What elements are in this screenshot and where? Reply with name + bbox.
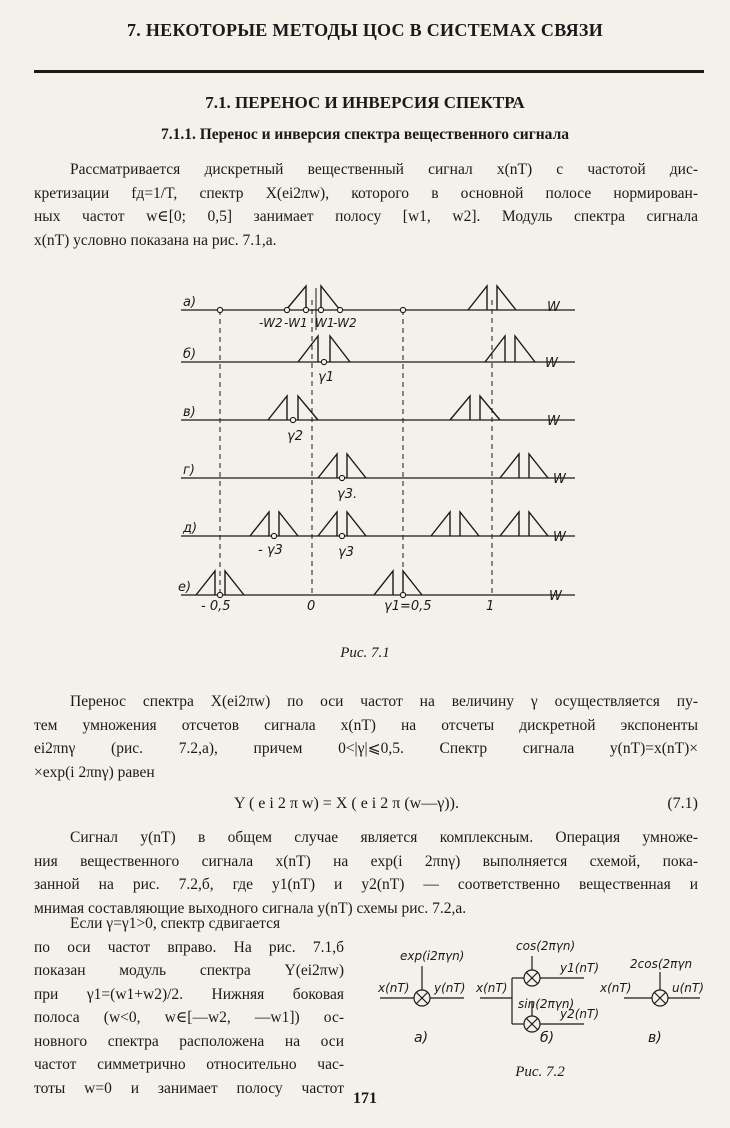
figure-7-2 (360, 930, 730, 1055)
figure-7-2-caption: Рис. 7.2 (515, 1064, 565, 1080)
tick-label: -W2 (333, 316, 357, 330)
row-label: е) (178, 580, 192, 595)
text-line: тем умножения отсчетов сигнала x(nT) на отсчеты дискретной экспоненты (34, 716, 698, 734)
spectrum-mark (468, 286, 487, 310)
spectrum-mark (347, 454, 366, 478)
spectrum-mark (268, 396, 287, 420)
spectrum-mark (374, 571, 393, 595)
spectrum-mark (403, 571, 422, 595)
tick-point (217, 307, 222, 312)
tick-point (217, 592, 222, 597)
text-line: по оси частот вправо. На рис. 7.1,б (34, 938, 344, 956)
text-line: Рассматривается дискретный вещественный сигнал x(nT) с частотой дис- (70, 161, 698, 178)
tick-label: - 0,5 (201, 599, 231, 614)
spectrum-mark (497, 286, 516, 310)
text-line: частот симметрично относительно час- (34, 1056, 344, 1073)
paragraph-3 (34, 826, 698, 920)
text-line: ния вещественного сигнала x(nT) на exp(i 2πnγ) выполняется схемой, пока- (34, 852, 698, 870)
tick-point (318, 307, 323, 312)
spectrum-mark (250, 512, 269, 536)
spectrum-mark (450, 396, 470, 420)
subsection-title: 7.1.1. Перенос и инверсия спектра вещественного сигнала (160, 126, 570, 143)
page-number: 171 (353, 1090, 377, 1107)
figure-7-1 (0, 270, 730, 630)
spectrum-mark (515, 336, 535, 362)
tick-label: γ3. (337, 487, 358, 502)
spectrum-mark (279, 512, 298, 536)
diagram-label: cos(2πγn) (516, 939, 576, 953)
tick-point (271, 533, 276, 538)
spectrum-mark (286, 286, 306, 310)
tick-label: W1 (315, 316, 335, 330)
spectrum-mark (431, 512, 450, 536)
diagram-label: x(nT) (476, 981, 508, 995)
axis-label: W (547, 414, 560, 429)
diagram-label: x(nT) (600, 981, 632, 995)
row-label: д) (183, 521, 198, 536)
spectrum-mark (298, 396, 318, 420)
tick-point (337, 307, 342, 312)
spectrum-mark (529, 512, 548, 536)
text-line: мнимая составляющие выходного сигнала y(nT) схемы рис. 7.2,а. (34, 899, 467, 917)
tick-point (290, 417, 295, 422)
axis-label: W (545, 356, 558, 371)
diagram-label: y2(nT) (560, 1007, 600, 1021)
axis-label: W (547, 300, 560, 315)
tick-label: 0 (307, 599, 316, 614)
diagram-label: x(nT) (378, 981, 410, 995)
header-rule (34, 70, 704, 73)
figure-7-1-caption: Рис. 7.1 (340, 645, 390, 661)
tick-label: γ1=0,5 (384, 599, 432, 614)
axis-label: W (549, 589, 562, 604)
tick-point (400, 592, 405, 597)
row-label: в) (183, 405, 196, 420)
diagram-label: а) (414, 1030, 429, 1046)
spectrum-mark (485, 336, 505, 362)
row-label: а) (183, 295, 197, 310)
tick-point (339, 475, 344, 480)
text-line: при γ1=(w1+w2)/2. Нижняя боковая (34, 985, 344, 1003)
text-line: полоса (w<0, w∈[—w2, —w1]) ос- (34, 1009, 344, 1026)
diagram-label: б) (540, 1030, 555, 1046)
diagram-label: u(nT) (672, 981, 704, 995)
spectrum-mark (529, 454, 548, 478)
text-line: Сигнал y(nT) в общем случае является комплексным. Операция умноже- (70, 829, 698, 846)
spectrum-mark (196, 571, 215, 595)
spectrum-mark (500, 454, 519, 478)
axis-label: W (553, 530, 566, 545)
axis-label: W (553, 472, 566, 487)
tick-label: 1 (486, 599, 495, 614)
text-line: тоты w=0 и занимает полосу частот (34, 1079, 344, 1097)
tick-point (321, 359, 326, 364)
tick-point (400, 307, 405, 312)
chapter-title: 7. НЕКОТОРЫЕ МЕТОДЫ ЦОС В СИСТЕМАХ СВЯЗИ (126, 20, 604, 40)
text-line: кретизации fд=1/T, спектр X(ei2πw), которого в основной полосе нормирован- (34, 184, 698, 202)
diagram-label: y1(nT) (560, 961, 600, 975)
diagram-label: exp(i2πγn) (400, 949, 465, 963)
spectrum-mark (480, 396, 500, 420)
tick-label: γ1 (318, 370, 334, 385)
section-title: 7.1. ПЕРЕНОС И ИНВЕРСИЯ СПЕКТРА (205, 93, 525, 112)
equation-number: (7.1) (667, 795, 698, 812)
diagram-label: y(nT) (434, 981, 466, 995)
text-line: ×exp(i 2πnγ) равен (34, 763, 155, 781)
spectrum-mark (298, 336, 318, 362)
tick-point (284, 307, 289, 312)
spectrum-mark (460, 512, 479, 536)
text-line: Если γ=γ1>0, спектр сдвигается (70, 915, 281, 932)
diagram-label: 2cos(2πγn (630, 957, 693, 971)
text-line: ei2πnγ (рис. 7.2,а), причем 0<|γ|⩽0,5. Спектр сигнала y(nT)=x(nT)× (34, 740, 698, 757)
spectrum-mark (347, 512, 366, 536)
paragraph-4 (34, 912, 344, 1100)
tick-point (303, 307, 308, 312)
diagram-label: sin(2πγn) (518, 997, 575, 1011)
text-line: новного спектра расположена на оси (34, 1032, 344, 1050)
spectrum-mark (225, 571, 244, 595)
text-line: Перенос спектра X(ei2πw) по оси частот на величину γ осуществляется пу- (70, 693, 698, 710)
spectrum-mark (321, 286, 340, 310)
tick-label: -W2 (259, 316, 283, 330)
tick-label: γ3 (338, 545, 354, 560)
paragraph-2 (34, 690, 698, 784)
spectrum-mark (318, 454, 337, 478)
spectrum-mark (318, 512, 337, 536)
tick-point (339, 533, 344, 538)
spectrum-mark (500, 512, 519, 536)
text-line: показан модуль спектра Y(ei2πw) (34, 962, 344, 979)
row-label: г) (183, 463, 195, 478)
equation-body: Y ( e i 2 π w) = X ( e i 2 π (w—γ)). (234, 795, 459, 812)
spectrum-mark (330, 336, 350, 362)
text-line: занной на рис. 7.2,б, где y1(nT) и y2(nT) — соответственно вещественная и (34, 876, 698, 893)
paragraph-1 (34, 158, 698, 252)
diagram-label: в) (648, 1030, 662, 1046)
text-line: ных частот w∈[0; 0,5] занимает полосу [w1, w2]. Модуль спектра сигнала (34, 208, 698, 225)
text-line: x(nT) условно показана на рис. 7.1,а. (34, 231, 277, 249)
tick-label: - γ3 (258, 543, 283, 558)
tick-label: -W1 (284, 316, 308, 330)
row-label: б) (183, 347, 197, 362)
tick-label: γ2 (287, 429, 303, 444)
